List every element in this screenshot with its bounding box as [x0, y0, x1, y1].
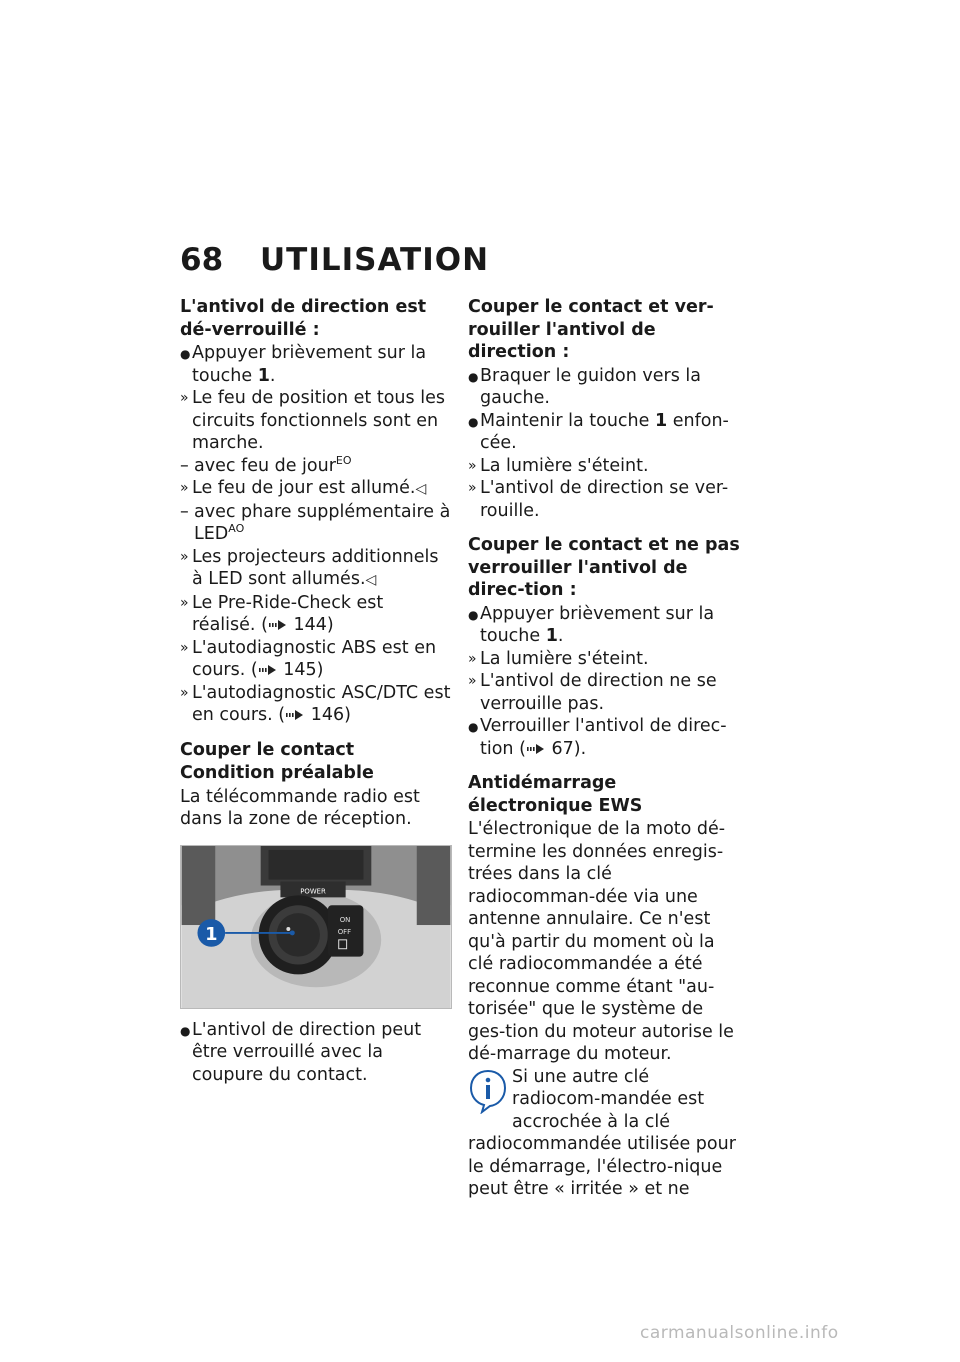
bullet-icon: ● [468, 414, 479, 429]
figure-ignition-switch [180, 845, 452, 1009]
page-reference[interactable]: ( 145) [250, 660, 324, 680]
condition-led: – avec phare supplémentaire à $LED^{AO}$ [180, 501, 451, 544]
bullet-manual-lock: ● Verrouiller l'antivol de direc-tion ( 67). [468, 716, 727, 759]
bullet-icon: ● [468, 369, 479, 384]
page-ref-arrow-icon [268, 619, 288, 631]
page-ref-arrow-icon [258, 664, 278, 676]
off-label: OFF [337, 927, 352, 936]
bullet-hold-button: ● Maintenir la touche 1 enfon-cée. [468, 410, 729, 453]
on-label: ON [339, 915, 351, 924]
result-abs: » L'autodiagnostic ABS est en cours. ( 145) [180, 637, 437, 680]
paragraph-precondition: La télécommande radio est dans la zone de réception. [180, 786, 420, 829]
result-arrow-icon: » [180, 390, 189, 406]
result-light-off: » La lumière s'éteint. [468, 455, 649, 476]
result-no-lock: » L'antivol de direction ne se verrouille pas. [468, 671, 717, 714]
option-code: EO [335, 453, 352, 467]
result-arrow-icon: » [180, 480, 189, 496]
left-column [180, 296, 452, 1086]
result-lights-on: » Le feu de position et tous les circuits fonctionnels sont en marche. [180, 388, 445, 453]
bullet-icon: ● [180, 347, 191, 361]
end-triangle-icon: ◁ [415, 481, 427, 497]
result-asc: » L'autodiagnostic ASC/DTC est en cours. ( 146) [180, 682, 451, 725]
result-arrow-icon: » [180, 594, 189, 611]
result-arrow-icon: » [180, 684, 189, 701]
dash-icon: – [180, 501, 189, 522]
bullet-icon: ● [468, 607, 479, 622]
page-ref-arrow-icon [526, 743, 546, 755]
callout-ref: 1 [654, 410, 668, 431]
result-prc: » Le Pre-Ride-Check est réalisé. ( 144) [180, 592, 384, 635]
page-reference[interactable]: ( 146) [278, 705, 351, 725]
result-locks: » L'antivol de direction se ver-rouille. [468, 478, 729, 521]
result-arrow-icon: » [468, 650, 477, 667]
ignition-switch-illustration [181, 846, 451, 1008]
heading-ignition-off: Couper le contact [180, 739, 355, 760]
page-reference[interactable]: 67). [526, 739, 586, 759]
page-header [180, 243, 489, 277]
dash-icon: – [180, 455, 189, 476]
bullet-press-button: ● Appuyer brièvement sur la touche 1. [180, 343, 427, 386]
heading-precondition: Condition préalable [180, 763, 374, 783]
result-daylight-on: » Le feu de jour est allumé.◁ [180, 478, 427, 498]
result-led-on: » Les projecteurs additionnels à LED sont allumés.◁ [180, 546, 439, 589]
heading-unlocked: L'antivol de direction est dé-verrouillé : [180, 297, 427, 340]
bullet-press-button-2: ● Appuyer brièvement sur la touche 1. [468, 603, 715, 646]
page-number: 68 [180, 242, 224, 278]
power-label: POWER [300, 886, 326, 895]
callout-ref: 1 [545, 626, 558, 646]
paragraph-ews: L'électronique de la moto dé-termine les données enregis-trées dans la clé radiocomman-dée via une antenne annulaire. Ce n'est qu'à partir du moment où la clé radiocommandée a été reconnue comme étant "au-torisée" que le système de ges-tion du moteur autorise le dé-marrage du moteur. [468, 819, 734, 1064]
result-light-off-2: » La lumière s'éteint. [468, 648, 649, 669]
paragraph-info: Si une autre clé radiocom-mandée est accrochée à la clé radiocommandée utilisée pour le démarrage, l'électro-nique peut être « irritée » et ne [468, 1066, 736, 1199]
footer-watermark: carmanualsonline.info [640, 1323, 839, 1343]
end-triangle-icon: ◁ [365, 572, 377, 588]
page-reference[interactable]: ( 144) [261, 615, 334, 635]
page-ref-arrow-icon [285, 709, 305, 721]
right-column [468, 296, 742, 1201]
result-arrow-icon: » [468, 480, 477, 496]
callout-ref: 1 [257, 365, 270, 386]
bullet-lockable: ● L'antivol de direction peut être verrouillé avec la coupure du contact. [180, 1019, 422, 1085]
heading-off-no-lock: Couper le contact et ne pas verrouiller l'antivol de direc-tion : [468, 535, 740, 600]
bullet-icon: ● [180, 1023, 191, 1038]
figure-callout: 1 [205, 923, 218, 945]
heading-ews: Antidémarrage électronique EWS [468, 773, 643, 816]
result-arrow-icon: » [468, 457, 477, 474]
heading-off-and-lock: Couper le contact et ver-rouiller l'antivol de direction : [468, 297, 714, 362]
result-arrow-icon: » [180, 639, 189, 656]
section-title: UTILISATION [260, 242, 490, 278]
condition-daylight: – avec feu de jour$^{EO}$ [180, 453, 352, 476]
bullet-icon: ● [468, 720, 479, 734]
result-arrow-icon: » [468, 673, 477, 689]
bullet-turn-handlebar: ● Braquer le guidon vers la gauche. [468, 365, 701, 408]
option-code: AO [228, 522, 245, 535]
info-icon [468, 1068, 508, 1114]
info-note [468, 1066, 742, 1201]
result-arrow-icon: » [180, 548, 189, 565]
